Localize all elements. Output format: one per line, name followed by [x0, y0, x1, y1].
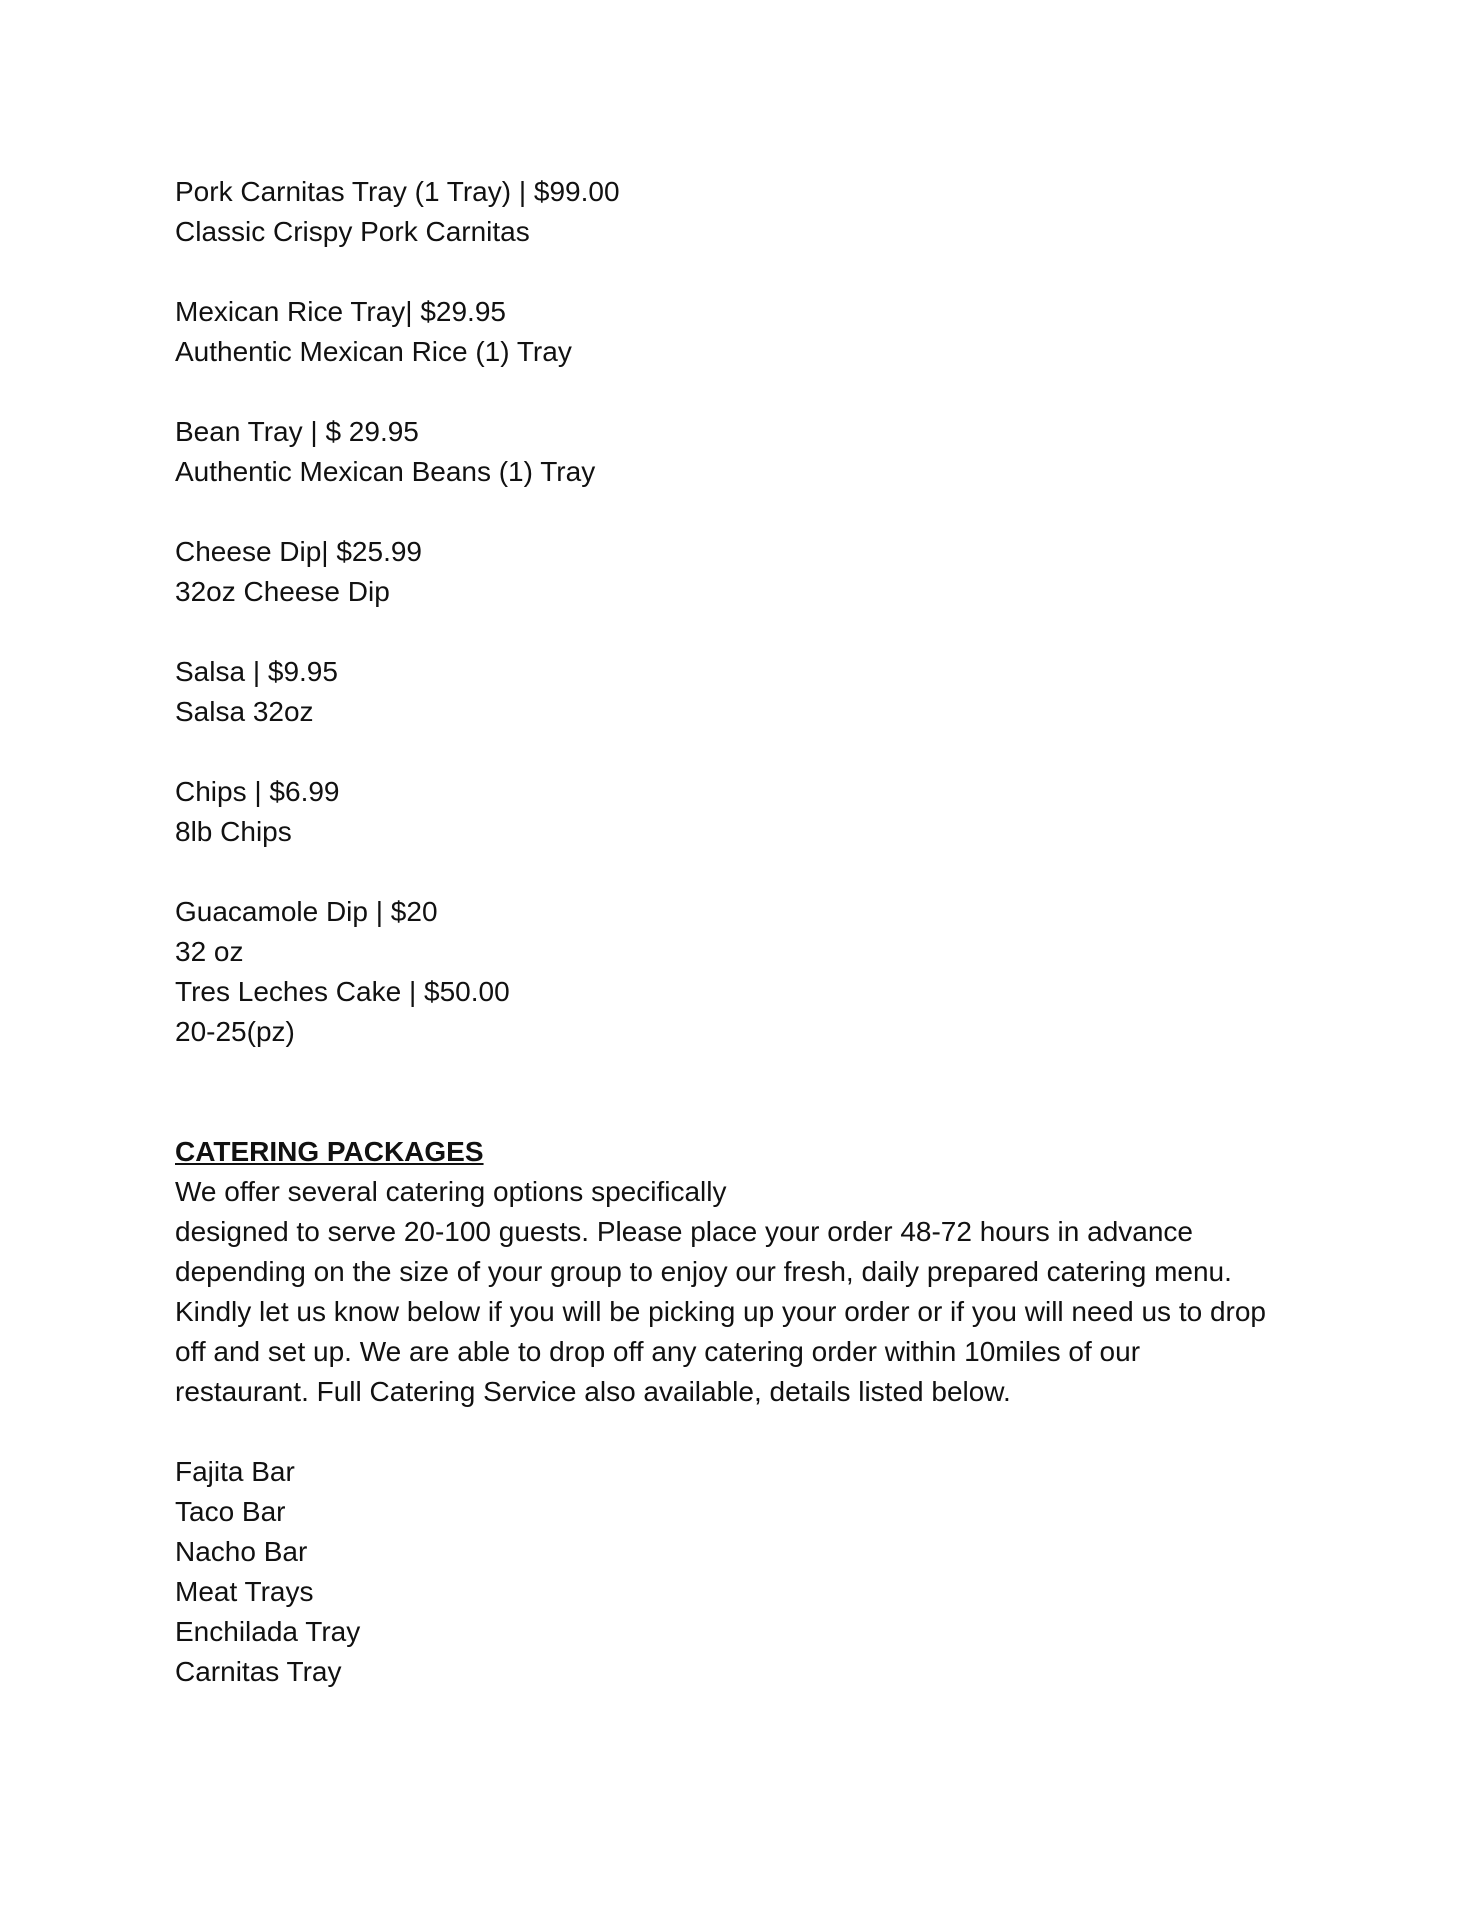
package-item-meat-trays: Meat Trays: [175, 1576, 314, 1607]
package-item-carnitas-tray: Carnitas Tray: [175, 1656, 342, 1687]
catering-section: [175, 1132, 1335, 1692]
spacer: [175, 612, 1335, 652]
paragraph-line: off and set up. We are able to drop off any catering order within 10miles of our: [175, 1336, 1141, 1367]
menu-item-title: Pork Carnitas Tray (1 Tray) | $99.00: [175, 176, 620, 207]
paragraph-line: We offer several catering options specifically: [175, 1176, 727, 1207]
paragraph-line: designed to serve 20-100 guests. Please place your order 48-72 hours in advance: [175, 1216, 1193, 1247]
spacer: [175, 1052, 1335, 1132]
menu-item-description: 8lb Chips: [175, 816, 292, 847]
menu-item-salsa: [175, 652, 1335, 732]
menu-item-tres-leches-cake: [175, 972, 1335, 1052]
menu-item-pork-carnitas: [175, 172, 1335, 252]
spacer: [175, 852, 1335, 892]
menu-item-description: 32oz Cheese Dip: [175, 576, 390, 607]
package-item-enchilada-tray: Enchilada Tray: [175, 1616, 361, 1647]
spacer: [175, 1412, 1335, 1452]
catering-paragraph: [175, 1172, 1335, 1412]
spacer: [175, 372, 1335, 412]
menu-item-description: 32 oz: [175, 936, 244, 967]
menu-item-description: Salsa 32oz: [175, 696, 314, 727]
menu-item-description: 20-25(pz): [175, 1016, 295, 1047]
package-item-taco-bar: Taco Bar: [175, 1496, 286, 1527]
menu-item-title: Salsa | $9.95: [175, 656, 338, 687]
menu-item-title: Mexican Rice Tray| $29.95: [175, 296, 506, 327]
spacer: [175, 492, 1335, 532]
menu-item-title: Chips | $6.99: [175, 776, 340, 807]
catering-heading: CATERING PACKAGES: [175, 1136, 484, 1167]
menu-item-description: Authentic Mexican Beans (1) Tray: [175, 456, 596, 487]
menu-item-title: Cheese Dip| $25.99: [175, 536, 422, 567]
menu-item-title: Tres Leches Cake | $50.00: [175, 976, 510, 1007]
menu-item-description: Authentic Mexican Rice (1) Tray: [175, 336, 572, 367]
paragraph-line: Kindly let us know below if you will be picking up your order or if you will need us to drop: [175, 1296, 1267, 1327]
menu-item-cheese-dip: [175, 532, 1335, 612]
menu-item-bean-tray: [175, 412, 1335, 492]
menu-item-mexican-rice: [175, 292, 1335, 372]
spacer: [175, 732, 1335, 772]
menu-item-guacamole-dip: [175, 892, 1335, 972]
package-item-fajita-bar: Fajita Bar: [175, 1456, 295, 1487]
menu-item-chips: [175, 772, 1335, 852]
paragraph-line: depending on the size of your group to enjoy our fresh, daily prepared catering menu.: [175, 1256, 1232, 1287]
catering-package-list: [175, 1452, 1335, 1692]
menu-item-description: Classic Crispy Pork Carnitas: [175, 216, 530, 247]
package-item-nacho-bar: Nacho Bar: [175, 1536, 308, 1567]
paragraph-line: restaurant. Full Catering Service also available, details listed below.: [175, 1376, 1011, 1407]
menu-item-title: Guacamole Dip | $20: [175, 896, 438, 927]
spacer: [175, 252, 1335, 292]
menu-item-title: Bean Tray | $ 29.95: [175, 416, 419, 447]
document-page: [175, 172, 1335, 1692]
